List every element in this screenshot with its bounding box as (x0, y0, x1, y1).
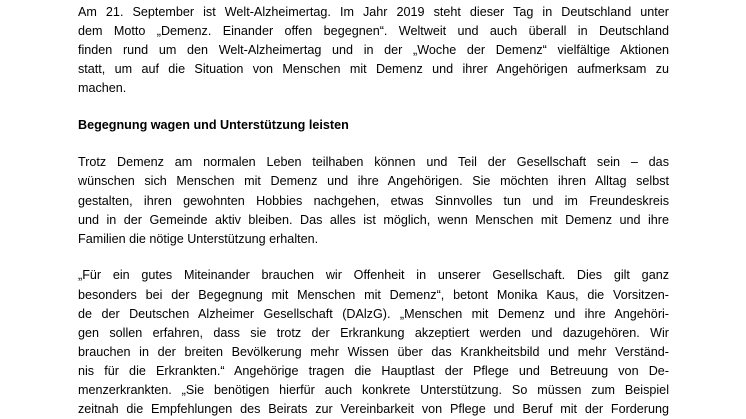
paragraph-3-line: nis für die Erkrankten.“ Angehörige tragen die Hauptlast der Pflege und Betreuung von De- (78, 364, 669, 378)
paragraph-1-line: machen. (78, 81, 127, 95)
paragraph-3-line: brauchen in der breiten Bevölkerung mehr Wissen über das Krankheitsbild und mehr Verständ- (78, 345, 669, 359)
paragraph-2-line: Trotz Demenz am normalen Leben teilhaben können und Teil der Gesellschaft sein – das (78, 155, 669, 169)
paragraph-3-line: „Für ein gutes Miteinander brauchen wir Offenheit in unserer Gesellschaft. Dies gilt ganz (78, 268, 669, 282)
paragraph-1-line: Am 21. September ist Welt-Alzheimertag. Im Jahr 2019 steht dieser Tag in Deutschland unter (78, 5, 669, 19)
paragraph-1-line: finden rund um den Welt-Alzheimertag und in der „Woche der Demenz“ vielfältige Aktionen (78, 43, 669, 57)
paragraph-3-line: menzerkrankten. „Sie benötigen hierfür auch konkrete Unterstützung. So müssen zum Beispiel (78, 383, 669, 397)
paragraph-2-line: und in der Gemeinde aktiv bleiben. Das alles ist möglich, wenn Menschen mit Demenz und ihre (78, 213, 669, 227)
paragraph-3-line: de der Deutschen Alzheimer Gesellschaft (DAlzG). „Menschen mit Demenz und ihre Angehöri- (78, 307, 669, 321)
paragraph-1-line: dem Motto „Demenz. Einander offen begegnen“. Weltweit und auch überall in Deutschland (78, 24, 669, 38)
paragraph-3-line: gen sollen erfahren, dass sie trotz der Erkrankung akzeptiert werden und dazugehören. Wir (78, 326, 669, 340)
paragraph-2-line: wünschen sich Menschen mit Demenz und ihre Angehörigen. Sie möchten ihren Alltag selbst (78, 174, 669, 188)
paragraph-2-line: Familien die nötige Unterstützung erhalten. (78, 232, 319, 246)
paragraph-3-line: besonders bei der Begegnung mit Menschen mit Demenz“, betont Monika Kaus, die Vorsitzen- (78, 288, 669, 302)
paragraph-3-line: zeitnah die Empfehlungen des Beirats zur Vereinbarkeit von Pflege und Beruf mit der Forderung (78, 402, 669, 416)
paragraph-1-line: statt, um auf die Situation von Menschen mit Demenz und ihrer Angehörigen aufmerksam zu (78, 62, 669, 76)
section-heading: Begegnung wagen und Unterstützung leisten (78, 118, 349, 132)
paragraph-2-line: gestalten, ihren gewohnten Hobbies nachgehen, etwas Sinnvolles tun und im Freundeskreis (78, 194, 669, 208)
